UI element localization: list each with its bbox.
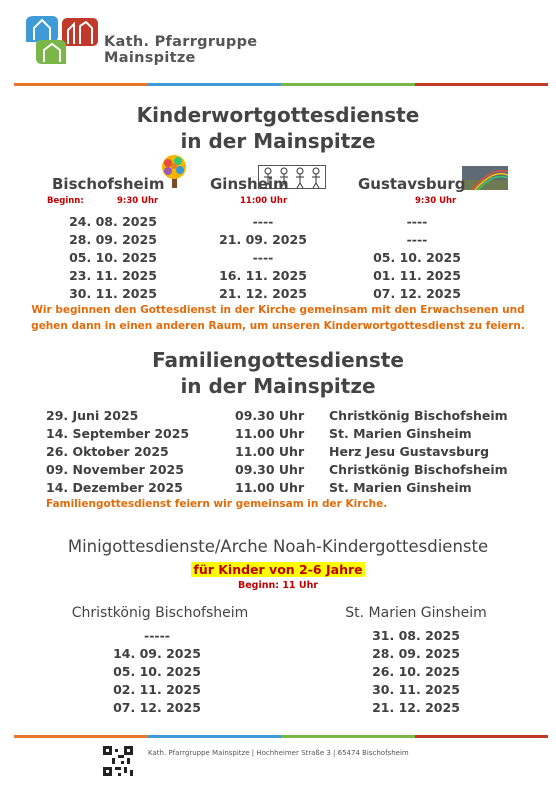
list-item: 24. 08. 2025	[69, 214, 157, 229]
family-date: 14. Dezember 2025	[46, 480, 183, 495]
beginn-label: Beginn:	[47, 196, 84, 206]
list-item: 26. 10. 2025	[372, 664, 460, 679]
time-bischofsheim: 9:30 Uhr	[117, 196, 159, 206]
qr-code-icon	[103, 746, 133, 776]
parish-logo	[22, 14, 102, 66]
kinder-note-line2: gehen dann in einen anderen Raum, um unseren Kinderwortgottesdienst zu feiern.	[31, 320, 525, 332]
table-row	[46, 426, 516, 444]
familie-note: Familiengottesdienst feiern wir gemeinsam in der Kirche.	[46, 498, 388, 510]
familie-title-line1: Familiengottesdienste	[152, 348, 404, 372]
list-item: 05. 10. 2025	[69, 250, 157, 265]
list-item: 23. 11. 2025	[69, 268, 157, 283]
time-ginsheim: 11:00 Uhr	[240, 196, 288, 206]
list-item: 21. 09. 2025	[219, 232, 307, 247]
kinder-note	[0, 302, 556, 334]
mini-dates-bischofsheim	[102, 627, 212, 717]
mini-column-header-ginsheim: St. Marien Ginsheim	[345, 605, 487, 621]
time-gustavsburg: 9:30 Uhr	[415, 196, 457, 206]
family-date: 29. Juni 2025	[46, 408, 139, 423]
family-place: St. Marien Ginsheim	[329, 480, 472, 495]
list-item: -----	[144, 628, 170, 643]
family-time: 09.30 Uhr	[235, 462, 305, 477]
list-item: 05. 10. 2025	[113, 664, 201, 679]
family-time: 09.30 Uhr	[235, 408, 305, 423]
table-row	[46, 462, 516, 480]
family-date: 14. September 2025	[46, 426, 190, 441]
list-item: ----	[252, 250, 274, 265]
mini-subtitle-wrap	[0, 559, 556, 578]
list-item: 07. 12. 2025	[373, 286, 461, 301]
list-item: 07. 12. 2025	[113, 700, 201, 715]
list-item: 14. 09. 2025	[113, 646, 201, 661]
family-place: Herz Jesu Gustavsburg	[329, 444, 490, 459]
mini-subtitle: für Kinder von 2-6 Jahre	[193, 562, 363, 577]
dates-bischofsheim	[58, 213, 168, 303]
list-item: 30. 11. 2025	[372, 682, 460, 697]
dates-ginsheim	[208, 213, 318, 303]
list-item: 30. 11. 2025	[69, 286, 157, 301]
family-place: St. Marien Ginsheim	[329, 426, 472, 441]
list-item: 28. 09. 2025	[372, 646, 460, 661]
rainbow-icon	[462, 166, 508, 190]
family-time: 11.00 Uhr	[235, 426, 305, 441]
kinder-title	[0, 102, 556, 154]
mini-dates-ginsheim	[361, 627, 471, 717]
mini-column-header-bischofsheim: Christkönig Bischofsheim	[71, 605, 249, 621]
top-divider	[14, 83, 548, 86]
list-item: 01. 11. 2025	[373, 268, 461, 283]
bottom-divider	[14, 735, 548, 738]
kinder-note-line1: Wir beginnen den Gottesdienst in der Kirche gemeinsam mit den Erwachsenen und	[31, 304, 525, 316]
family-date: 09. November 2025	[46, 462, 184, 477]
list-item: 16. 11. 2025	[219, 268, 307, 283]
location-bischofsheim: Bischofsheim	[52, 175, 165, 193]
footer-address: Kath. Pfarrgruppe Mainspitze | Hochheimer Straße 3 | 65474 Bischofsheim	[148, 749, 409, 757]
list-item: 05. 10. 2025	[373, 250, 461, 265]
family-time: 11.00 Uhr	[235, 480, 305, 495]
familie-title	[0, 347, 556, 399]
table-row	[46, 408, 516, 426]
list-item: 21. 12. 2025	[372, 700, 460, 715]
location-ginsheim: Ginsheim	[210, 175, 289, 193]
mini-title: Minigottesdienste/Arche Noah-Kindergottesdienste	[67, 537, 489, 556]
family-date: 26. Oktober 2025	[46, 444, 169, 459]
list-item: ----	[406, 232, 428, 247]
dates-gustavsburg	[362, 213, 472, 303]
list-item: 02. 11. 2025	[113, 682, 201, 697]
mini-beginn: Beginn: 11 Uhr	[237, 580, 319, 591]
org-name	[104, 34, 257, 66]
location-gustavsburg: Gustavsburg	[358, 175, 466, 193]
org-line1: Kath. Pfarrgruppe	[104, 34, 258, 50]
list-item: ----	[406, 214, 428, 229]
list-item: 21. 12. 2025	[219, 286, 307, 301]
family-place: Christkönig Bischofsheim	[329, 462, 508, 477]
familie-title-line2: in der Mainspitze	[180, 374, 376, 398]
org-line2: Mainspitze	[104, 50, 196, 66]
kinder-title-line2: in der Mainspitze	[180, 129, 376, 153]
list-item: 31. 08. 2025	[372, 628, 460, 643]
family-place: Christkönig Bischofsheim	[329, 408, 508, 423]
family-time: 11.00 Uhr	[235, 444, 305, 459]
list-item: 28. 09. 2025	[69, 232, 157, 247]
list-item: ----	[252, 214, 274, 229]
table-row	[46, 444, 516, 462]
kinder-title-line1: Kinderwortgottesdienste	[136, 103, 420, 127]
